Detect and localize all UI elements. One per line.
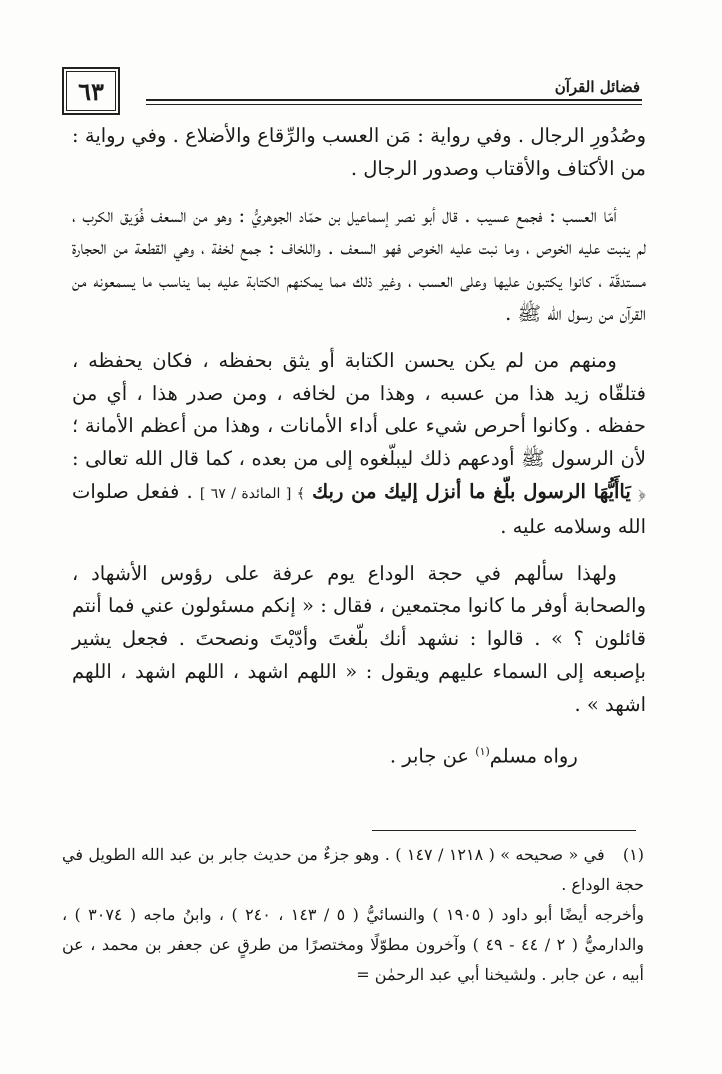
source-text-end: عن جابر .: [389, 744, 470, 768]
footnotes: [62, 840, 644, 990]
paragraph-2: أمّا العسب : فجمع عسيب . قال أبو نصر إسماعيل بن حمّاد الجوهريُّ : وهو من السعف فُوَيق الكرب ، لم ينبت عليه الخوص ، وما نبت عليه الخوص فهو السعف . واللخاف : جمع لخفة ، وهي القطعة من الحجارة مستدقّة ، كانوا يكتبون عليها وعلى العسب ، وغير ذلك مما يمكنهم الكتابة عليه بما يناسب ما يسمعونه من القرآن من رسول الله ﷺ .: [72, 203, 646, 325]
footnote-1-text: في « صحيحه » ( ١٢١٨ / ١٤٧ ) . وهو جزءٌ من حديث جابر بن عبد الله الطويل في حجة الوداع .: [62, 845, 644, 894]
main-text: [72, 120, 646, 787]
footnote-marker: (١): [475, 744, 490, 758]
quran-quote: يَاأَيُّهَا الرسول بلّغ ما أنزل إليك من ربك: [312, 479, 631, 503]
paragraph-3: [72, 345, 646, 544]
page-number: ٦٣: [78, 76, 104, 106]
quran-reference: ﴾ [ المائدة / ٦٧ ]: [199, 485, 305, 502]
footnote-1: [62, 840, 644, 900]
paragraph-3-end: . ففعل صلوات الله وسلامه عليه .: [72, 479, 646, 538]
header-rule-thin: [146, 104, 642, 105]
paragraph-3-text: ومنهم من لم يكن يحسن الكتابة أو يثق بحفظه ، فكان يحفظه ، فتلقّاه زيد هذا من عسبه ، وهذا من لخافه ، ومن صدر هذا ، أي من حفظه . وكانوا أحرص شيء على أداء الأمانات ، وهذا من أعظم الأمانة ؛ لأن الرسول ﷺ أودعهم ذلك ليبلّغوه إلى من بعده ، كما قال الله تعالى : ﴿: [72, 348, 646, 503]
header-rule: [146, 99, 642, 101]
footnote-1-continued: وأخرجه أيضًا أبو داود ( ١٩٠٥ ) والنسائيُّ ( ٥ / ١٤٣ ، ٢٤٠ ) ، وابنُ ماجه ( ٣٠٧٤ ) ، والدارميُّ ( ٢ / ٤٤ - ٤٩ ) وآخرون مطوّلًا ومختصرًا من طرقٍ عن جعفر بن محمد ، عن أبيه ، عن جابر . ولشيخنا أبي عبد الرحمٰن =: [62, 905, 645, 984]
source-text: رواه مسلم: [489, 744, 578, 768]
running-title: فضائل القرآن: [554, 78, 640, 96]
footnote-number: (١): [622, 845, 645, 864]
footnote-rule: [372, 830, 636, 831]
paragraph-1: وصُدُورِ الرجال . وفي رواية : مَن العسب والرِّقاع والأضلاع . وفي رواية : من الأكتاف والأقتاب وصدور الرجال .: [72, 124, 646, 180]
page-number-box: [62, 67, 120, 115]
paragraph-4: ولهذا سألهم في حجة الوداع يوم عرفة على رؤوس الأشهاد ، والصحابة أوفر ما كانوا مجتمعين ، فقال : « إنكم مسئولون عني فما أنتم قائلون ؟ » . قالوا : نشهد أنك بلّغتَ وأدّيْتَ ونصحتَ . فجعل يشير بإصبعه إلى السماء عليهم ويقول : « اللهم اشهد ، اللهم اشهد ، اللهم اشهد » .: [72, 561, 646, 716]
paragraph-5: [72, 736, 646, 773]
